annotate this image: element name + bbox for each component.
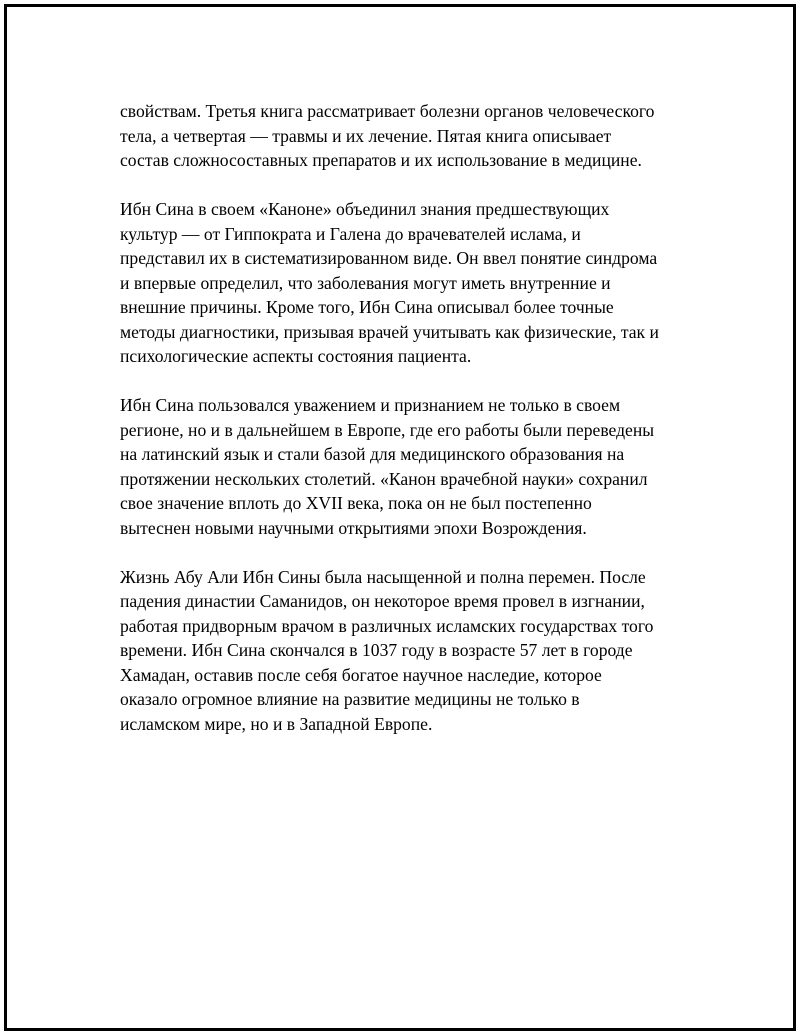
paragraph-line: работая придворным врачом в различных исламских государствах того (120, 615, 654, 636)
paragraph-1 (120, 99, 720, 173)
paragraph-line: Ибн Сина пользовался уважением и признанием не только в своем (120, 395, 621, 415)
paragraph-2 (120, 197, 720, 369)
paragraph-line: падения династии Саманидов, он некоторое время провел в изгнании, (120, 591, 645, 611)
paragraph-line: внешние причины. Кроме того, Ибн Сина описывал более точные (120, 297, 614, 317)
paragraph-line: протяжении нескольких столетий. «Канон врачебной науки» сохранил (120, 468, 648, 489)
document-body (120, 99, 720, 761)
paragraph-4 (120, 565, 720, 737)
paragraph-line: времени. Ибн Сина скончался в 1037 году в возрасте 57 лет в городе (120, 640, 633, 660)
paragraph-line: вытеснен новыми научными открытиями эпохи Возрождения. (120, 517, 587, 538)
paragraph-line: представил их в систематизированном виде. Он ввел понятие синдрома (120, 248, 658, 268)
paragraph-line: методы диагностики, призывая врачей учитывать как физические, так и (120, 321, 659, 342)
paragraph-line: на латинский язык и стали базой для медицинского образования на (120, 444, 625, 464)
page-frame (4, 4, 796, 1031)
paragraph-line: Хамадан, оставив после себя богатое научное наследие, которое (120, 664, 602, 685)
paragraph-line: тела, а четвертая — травмы и их лечение. Пятая книга описывает (120, 125, 612, 146)
paragraph-line: Жизнь Абу Али Ибн Сины была насыщенной и полна перемен. После (120, 566, 646, 587)
paragraph-line: исламском мире, но и в Западной Европе. (120, 713, 433, 734)
paragraph-line: состав сложносоставных препаратов и их использование в медицине. (120, 150, 642, 170)
paragraph-line: и впервые определил, что заболевания могут иметь внутренние и (120, 272, 611, 293)
paragraph-line: психологические аспекты состояния пациента. (120, 346, 472, 366)
paragraph-3 (120, 393, 720, 540)
paragraph-line: свойствам. Третья книга рассматривает болезни органов человеческого (120, 101, 655, 121)
paragraph-line: свое значение вплоть до XVII века, пока он не был постепенно (120, 493, 592, 513)
paragraph-line: культур — от Гиппократа и Галена до врачевателей ислама, и (120, 223, 581, 244)
paragraph-line: Ибн Сина в своем «Каноне» объединил знания предшествующих (120, 199, 610, 219)
paragraph-line: оказало огромное влияние на развитие медицины не только в (120, 689, 580, 709)
paragraph-line: регионе, но и в дальнейшем в Европе, где его работы были переведены (120, 419, 655, 440)
